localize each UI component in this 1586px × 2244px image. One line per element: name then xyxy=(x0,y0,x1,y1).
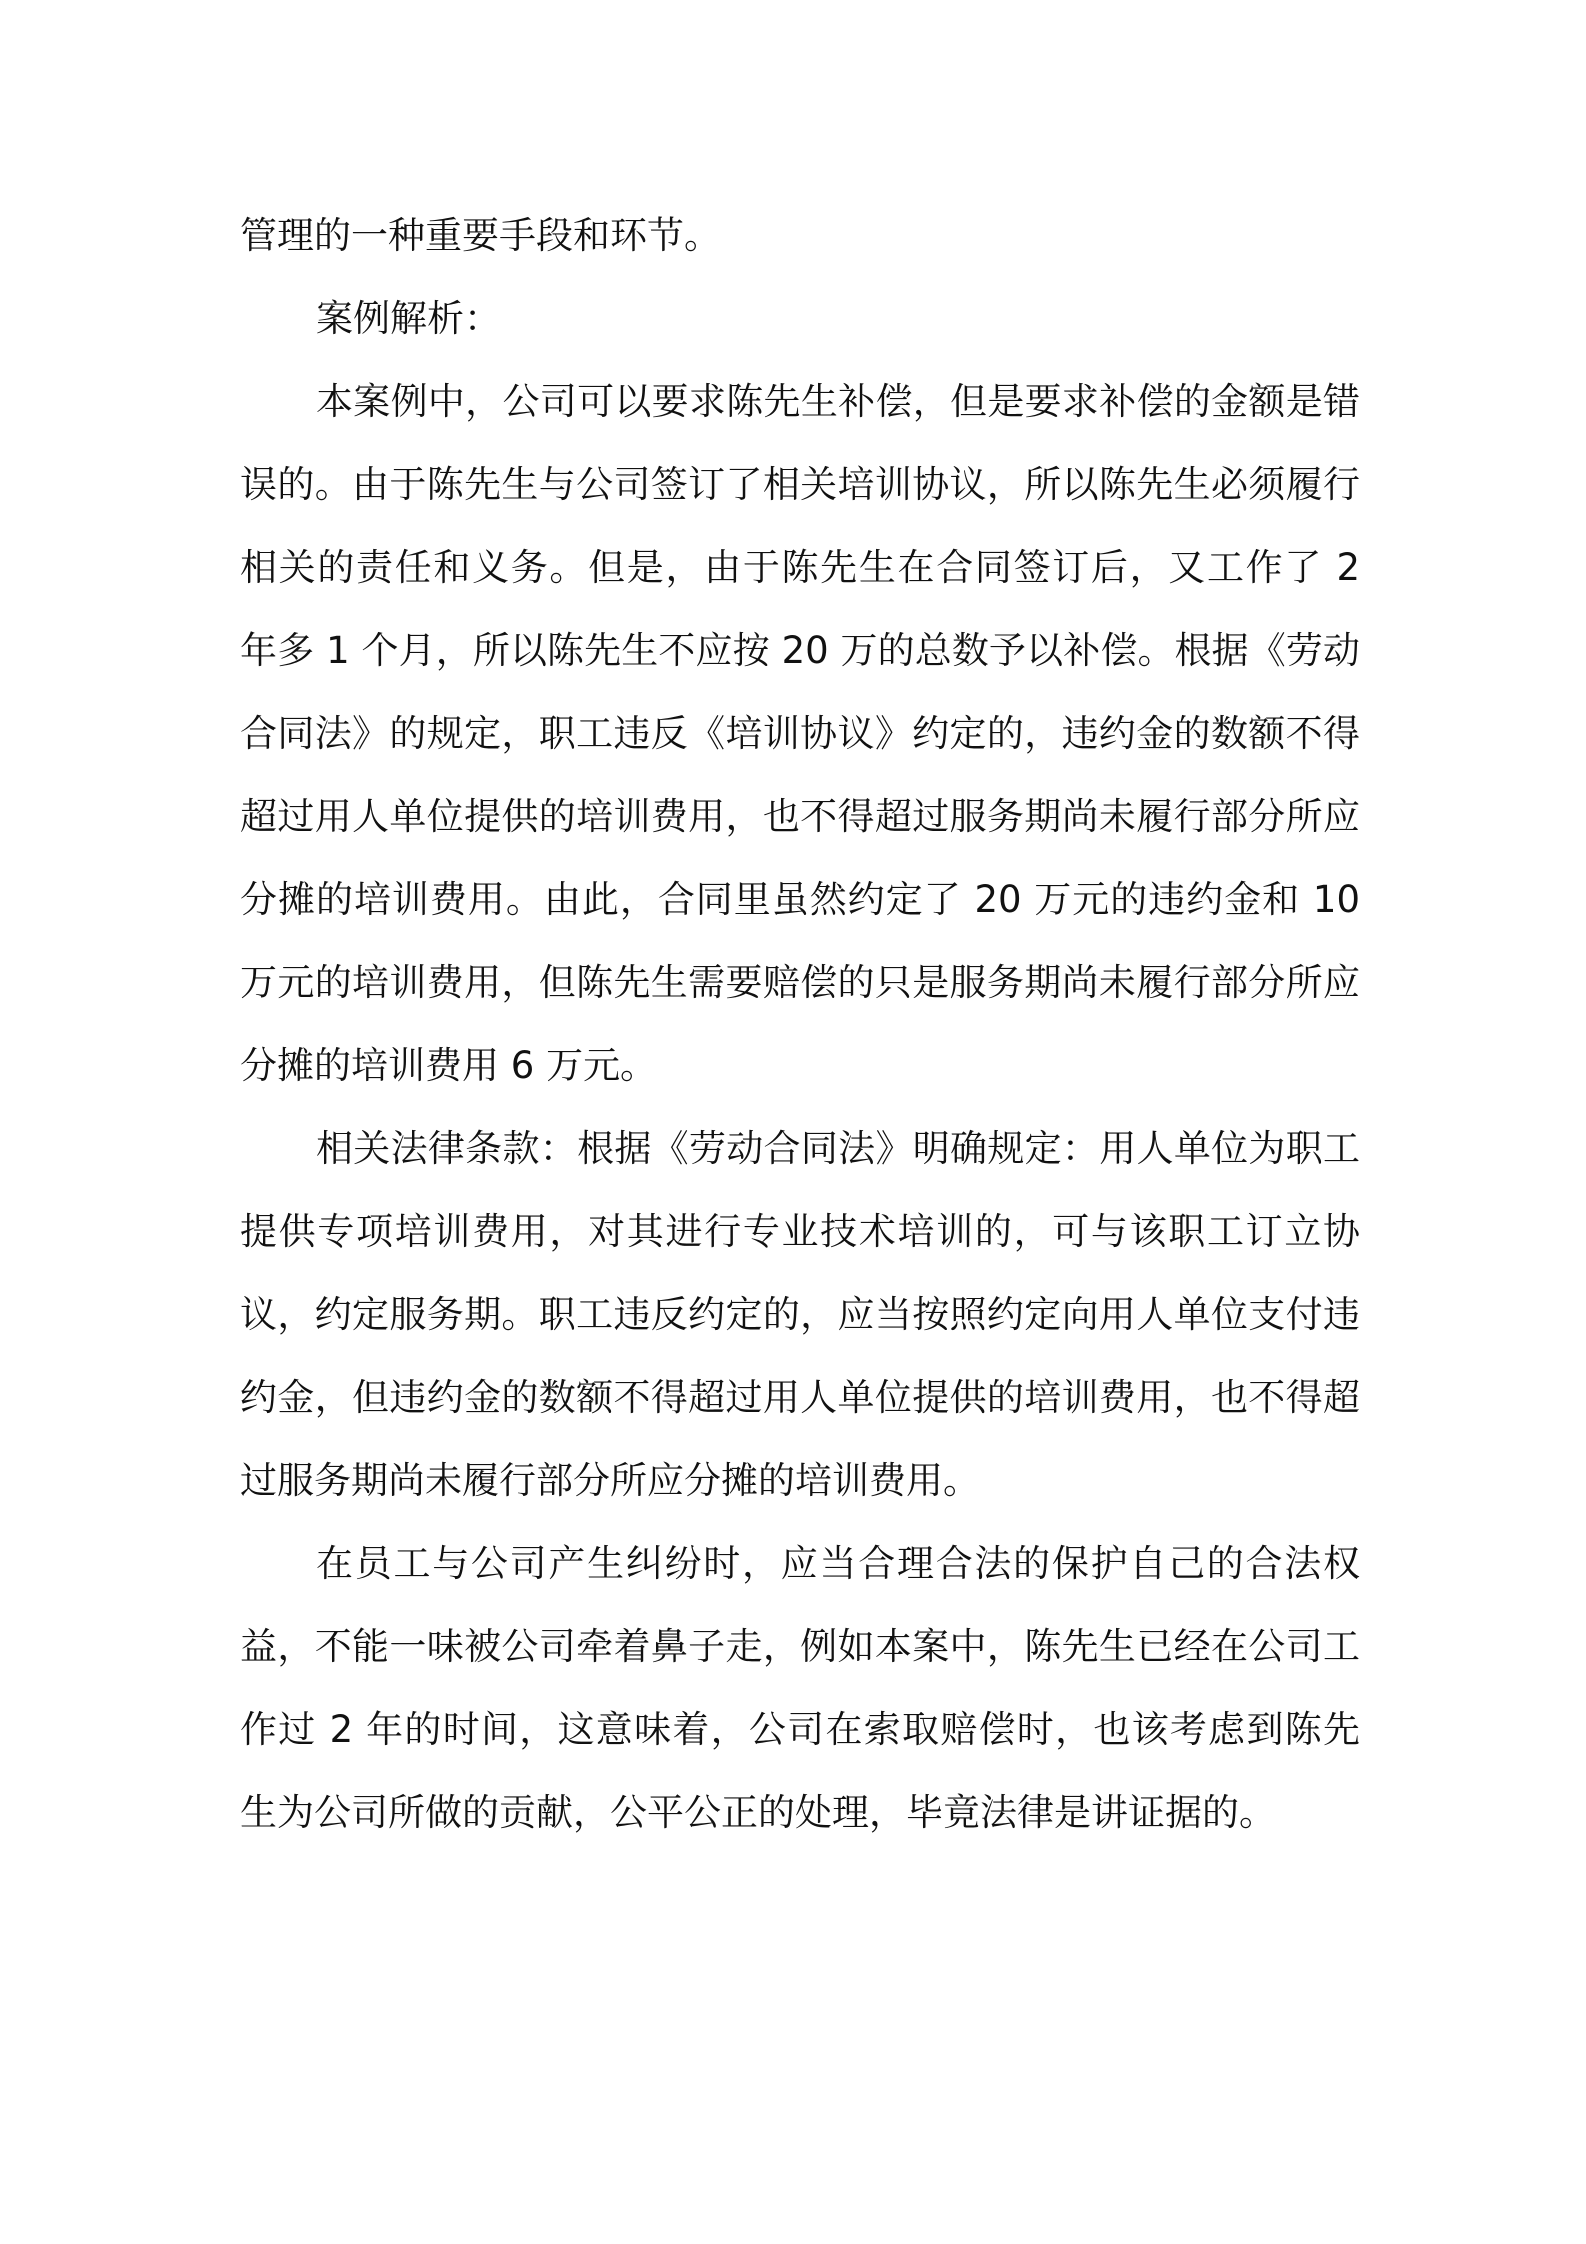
paragraph-continuation: 管理的一种重要手段和环节。 xyxy=(240,214,721,257)
paragraph-legal-clause: 相关法律条款：根据《劳动合同法》明确规定：用人单位为职工提供专项培训费用，对其进行专业技术培训的，可与该职工订立协议，约定服务期。职工违反约定的，应当按照约定向用人单位支付违约金，但违约金的数额不得超过用人单位提供的培训费用，也不得超过服务期尚未履行部分所应分摊的培训费用。 xyxy=(240,1127,1360,1502)
paragraph-case-analysis-heading: 案例解析： xyxy=(316,297,501,340)
paragraph-advice: 在员工与公司产生纠纷时，应当合理合法的保护自己的合法权益，不能一味被公司牵着鼻子走，例如本案中，陈先生已经在公司工作过 2 年的时间，这意味着，公司在索取赔偿时，也该考虑到陈先生为公司所做的贡献，公平公正的处理，毕竟法律是讲证据的。 xyxy=(240,1542,1360,1834)
document-body xyxy=(240,194,1360,1854)
paragraph-case-analysis: 本案例中，公司可以要求陈先生补偿，但是要求补偿的金额是错误的。由于陈先生与公司签订了相关培训协议，所以陈先生必须履行相关的责任和义务。但是，由于陈先生在合同签订后，又工作了 2 年多 1 个月，所以陈先生不应按 20 万的总数予以补偿。根据《劳动合同法》的规定，职工违反《培训协议》约定的，违约金的数额不得超过用人单位提供的培训费用，也不得超过服务期尚未履行部分所应分摊的培训费用。由此，合同里虽然约定了 20 万元的违约金和 10 万元的培训费用，但陈先生需要赔偿的只是服务期尚未履行部分所应分摊的培训费用 6 万元。 xyxy=(240,380,1360,1087)
